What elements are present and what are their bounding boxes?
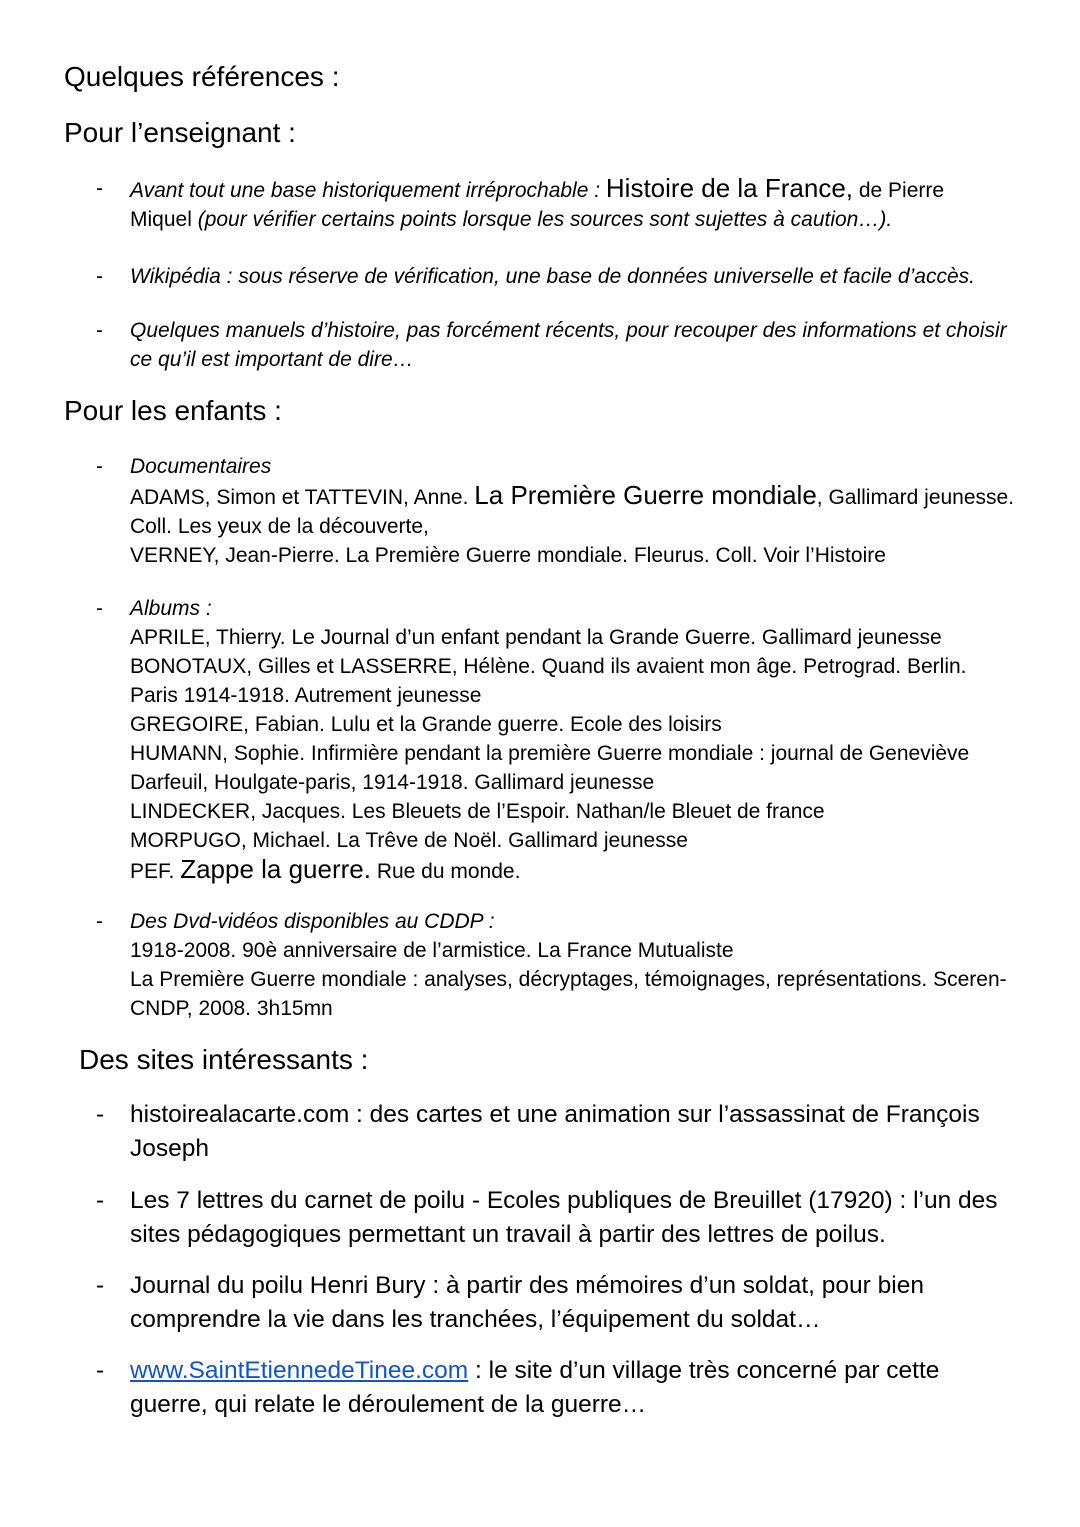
albums-pef-title: Zappe la guerre. [180,854,371,884]
site-3-line1: Journal du poilu Henri Bury : à partir des mémoires d’un soldat, pour bien [130,1272,924,1299]
teacher-1-note: (pour vérifier certains points lorsque les sources sont sujettes à caution…). [197,208,893,231]
teacher-3-line1: Quelques manuels d’histoire, pas forcément récents, pour recouper des informations et choisir [130,319,1007,342]
bullet-dash: - [96,265,103,288]
dvd-label: Des Dvd-vidéos disponibles au CDDP : [130,910,495,933]
teacher-1-intro: Avant tout une base historiquement irréprochable : [130,179,606,202]
bullet-dash: - [96,1272,105,1299]
bullet-dash: - [96,177,103,200]
site-2-line1: Les 7 lettres du carnet de poilu - Ecoles publiques de Breuillet (17920) : l’un des [130,1187,998,1214]
dvd-line: 1918-2008. 90è anniversaire de l’armistice. La France Mutualiste [130,939,734,962]
site-2-line2: sites pédagogiques permettant un travail à partir des lettres de poilus. [130,1221,886,1248]
saint-etienne-link[interactable]: www.SaintEtiennedeTinee.com [130,1357,469,1384]
site-4-line1-rest: : le site d’un village très concerné par cette [468,1357,940,1384]
teacher-1-author: de Pierre [853,179,945,202]
dvd-line: CNDP, 2008. 3h15mn [130,997,333,1020]
bullet-dash: - [96,455,103,478]
heading-teacher: Pour l’enseignant : [64,117,296,148]
albums-line: LINDECKER, Jacques. Les Bleuets de l’Espoir. Nathan/le Bleuet de france [130,800,825,823]
dvd-line: La Première Guerre mondiale : analyses, décryptages, témoignages, représentations. Sceren- [130,968,1007,991]
bullet-dash: - [96,1187,105,1214]
documentaires-line2: Coll. Les yeux de la découverte, [130,515,429,538]
bullet-dash: - [96,910,103,933]
documentaires-title: La Première Guerre mondiale [474,480,817,510]
documentaires-line3: VERNEY, Jean-Pierre. La Première Guerre mondiale. Fleurus. Coll. Voir l’Histoire [130,544,886,567]
heading-references: Quelques références : [64,61,340,92]
albums-line: APRILE, Thierry. Le Journal d’un enfant pendant la Grande Guerre. Gallimard jeunesse [130,626,942,649]
documentaires-authors: ADAMS, Simon et TATTEVIN, Anne. [130,486,475,509]
albums-line: HUMANN, Sophie. Infirmière pendant la première Guerre mondiale : journal de Geneviève [130,742,970,765]
teacher-1-title: Histoire de la France, [605,173,854,203]
documentaires-label: Documentaires [130,455,272,478]
heading-sites: Des sites intéressants : [79,1044,369,1075]
albums-line: Paris 1914-1918. Autrement jeunesse [130,684,482,707]
documentaires-publisher: , Gallimard jeunesse. [816,486,1015,509]
albums-label: Albums : [130,597,212,620]
bullet-dash: - [96,1101,105,1128]
site-3-line2: comprendre la vie dans les tranchées, l’équipement du soldat… [130,1306,821,1333]
heading-children: Pour les enfants : [64,395,282,426]
albums-pef-publisher: Rue du monde. [370,860,521,883]
teacher-1-author-cont: Miquel [130,208,198,231]
site-1-line2: Joseph [130,1135,210,1162]
albums-line: MORPUGO, Michael. La Trêve de Noël. Gallimard jeunesse [130,829,688,852]
bullet-dash: - [96,319,103,342]
bullet-dash: - [96,597,103,620]
site-4-line2: guerre, qui relate le déroulement de la guerre… [130,1391,647,1418]
teacher-3-line2: ce qu’il est important de dire… [130,348,414,371]
albums-pef-author: PEF. [130,860,181,883]
albums-line: BONOTAUX, Gilles et LASSERRE, Hélène. Quand ils avaient mon âge. Petrograd. Berlin. [130,655,967,678]
site-1-line1: histoirealacarte.com : des cartes et une animation sur l’assassinat de François [130,1101,980,1128]
albums-line: Darfeuil, Houlgate-paris, 1914-1918. Gallimard jeunesse [130,771,655,794]
teacher-2-text: Wikipédia : sous réserve de vérification, une base de données universelle et facile d’accès. [130,265,975,288]
bullet-dash: - [96,1357,105,1384]
albums-line: GREGOIRE, Fabian. Lulu et la Grande guerre. Ecole des loisirs [130,713,722,736]
